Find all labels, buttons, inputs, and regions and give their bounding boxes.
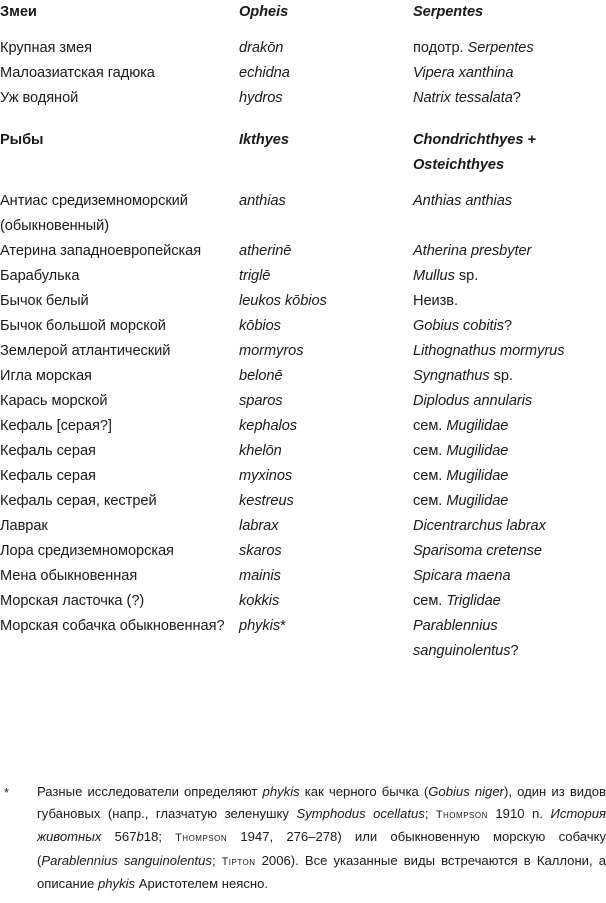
- latin-prefix: сем.: [413, 493, 447, 509]
- latin-suffix: sp.: [489, 368, 513, 384]
- fn-italic-phykis: phykis: [262, 784, 300, 799]
- species-latin: [413, 36, 606, 61]
- species-ru: Карась морской: [0, 393, 108, 409]
- fn-smallcaps-tipton: Tipton: [221, 855, 256, 868]
- species-ru: Бычок большой морской: [0, 318, 166, 334]
- group-header-row: [0, 128, 606, 178]
- latin-prefix: сем.: [413, 418, 447, 434]
- species-greek: kokkis: [239, 593, 280, 609]
- species-latin: [413, 61, 606, 86]
- table-row: [0, 464, 606, 489]
- fn-seg: 2006). Все указанные виды встречаются в Каллони, а описание: [37, 852, 606, 891]
- species-ru: Морская ласточка (?): [0, 593, 145, 609]
- species-ru: Лаврак: [0, 518, 48, 534]
- latin-binomial: Triglidae: [446, 593, 501, 609]
- table-row: [0, 564, 606, 589]
- species-latin: [413, 464, 606, 489]
- latin-prefix: подотр.: [413, 40, 468, 56]
- latin-binomial: Parablennius sanguinolentus: [413, 618, 511, 659]
- table-row: [0, 239, 606, 264]
- latin-binomial: Diplodus annularis: [413, 393, 533, 409]
- species-ru: Лора средиземноморская: [0, 543, 174, 559]
- fn-smallcaps-thompson-2: Thompson: [175, 832, 228, 844]
- species-greek: sparos: [239, 393, 283, 409]
- species-latin: [413, 314, 606, 339]
- latin-binomial: Anthias anthias: [413, 193, 513, 209]
- table-row: [0, 514, 606, 539]
- species-greek: mormyros: [239, 343, 304, 359]
- species-latin: [413, 614, 606, 664]
- species-ru: Кефаль серая: [0, 443, 96, 459]
- latin-binomial: Dicentrarchus labrax: [413, 518, 546, 534]
- species-greek: atherinē: [239, 243, 292, 259]
- fn-seg: 18;: [143, 829, 176, 844]
- species-greek: hydros: [239, 90, 283, 106]
- species-greek: kōbios: [239, 318, 281, 334]
- latin-binomial: Vipera xanthina: [413, 65, 514, 81]
- latin-suffix: ?: [510, 643, 519, 659]
- greek-term: phykis: [239, 618, 281, 634]
- species-greek: khelōn: [239, 443, 282, 459]
- species-ru: Морская собачка обыкновенная?: [0, 618, 225, 634]
- species-greek: echidna: [239, 65, 290, 81]
- fn-seg: 567: [101, 829, 137, 844]
- latin-binomial: Atherina presbyter: [413, 243, 532, 259]
- table-row: [0, 389, 606, 414]
- fn-seg: Аристотелем неясно.: [135, 876, 269, 891]
- table-row: [0, 189, 606, 239]
- table-row: [0, 339, 606, 364]
- group-name-greek: Opheis: [239, 4, 289, 20]
- latin-suffix: sp.: [454, 268, 479, 284]
- fn-seg: 1910 n.: [487, 805, 551, 821]
- species-latin: [413, 86, 606, 111]
- latin-binomial: Gobius cobitis: [413, 318, 504, 334]
- fn-seg: ), один из видов губановых (напр., глазчатую зеленушку: [37, 784, 606, 821]
- species-latin: [413, 564, 606, 589]
- fn-italic-parablennius: Parablennius sanguinolentus: [41, 852, 212, 868]
- species-ru: Мена обыкновенная: [0, 568, 138, 584]
- latin-prefix: сем.: [413, 468, 447, 484]
- fn-smallcaps-thompson: Thompson: [435, 808, 488, 821]
- species-ru: Атерина западноевропейская: [0, 243, 202, 259]
- table-row: [0, 589, 606, 614]
- table-row: [0, 414, 606, 439]
- species-latin: [413, 514, 606, 539]
- table-row: [0, 539, 606, 564]
- fn-seg: ;: [424, 805, 436, 821]
- species-ru: Бычок белый: [0, 293, 89, 309]
- table-row: [0, 614, 606, 664]
- latin-binomial: Mugilidae: [446, 493, 509, 509]
- species-latin: [413, 189, 606, 239]
- species-latin: [413, 539, 606, 564]
- latin-prefix: Неизв.: [413, 293, 459, 309]
- latin-binomial: Mugilidae: [446, 418, 509, 434]
- group-spacer: [0, 111, 606, 128]
- species-latin: [413, 364, 606, 389]
- latin-binomial: Sparisoma cretense: [413, 543, 542, 559]
- species-latin: [413, 239, 606, 264]
- footnote: [0, 781, 606, 895]
- fn-italic-phykis-2: phykis: [97, 876, 136, 891]
- latin-prefix: сем.: [413, 593, 447, 609]
- table-row: [0, 489, 606, 514]
- latin-binomial: Mugilidae: [446, 468, 509, 484]
- species-greek: leukos kōbios: [239, 293, 327, 309]
- latin-binomial: Syngnathus: [413, 368, 490, 384]
- species-latin: [413, 414, 606, 439]
- latin-binomial: Mullus: [413, 268, 455, 284]
- species-ru: Кефаль [серая?]: [0, 418, 112, 434]
- species-latin: [413, 489, 606, 514]
- latin-binomial: Natrix tessalata: [413, 90, 513, 106]
- latin-suffix: ?: [503, 318, 513, 334]
- fn-italic-symphodus: Symphodus ocellatus: [296, 805, 425, 821]
- footnote-marker-ref[interactable]: *: [280, 618, 286, 634]
- species-greek: triglē: [239, 268, 271, 284]
- group-name-greek: Ikthyes: [239, 132, 289, 148]
- group-header-row: [0, 0, 606, 25]
- species-greek: belonē: [239, 368, 283, 384]
- latin-suffix: ?: [512, 90, 521, 106]
- group-name-latin: Serpentes: [413, 4, 484, 20]
- species-latin: [413, 439, 606, 464]
- fn-italic-historia-animalium: История животных: [37, 805, 606, 844]
- group-name-latin: Chondrichthyes + Osteichthyes: [413, 132, 536, 173]
- species-ru: Игла морская: [0, 368, 92, 384]
- latin-prefix: сем.: [413, 443, 447, 459]
- table-row: [0, 86, 606, 111]
- fn-italic-gobius-niger: Gobius niger: [428, 784, 504, 799]
- species-latin: [413, 289, 606, 314]
- species-ru: Землерой атлантический: [0, 343, 171, 359]
- species-latin: [413, 589, 606, 614]
- species-ru: Уж водяной: [0, 90, 79, 106]
- species-ru: Малоазиатская гадюка: [0, 65, 155, 81]
- fn-seg: Разные исследователи определяют: [37, 784, 263, 799]
- species-ru: Барабулька: [0, 268, 80, 284]
- species-greek: mainis: [239, 568, 281, 584]
- species-ru: Кефаль серая: [0, 468, 96, 484]
- latin-binomial: Serpentes: [467, 40, 534, 56]
- table-row: [0, 289, 606, 314]
- table-row: [0, 314, 606, 339]
- table-row: [0, 61, 606, 86]
- row-spacer: [0, 25, 606, 36]
- species-ru: Крупная змея: [0, 40, 92, 56]
- latin-binomial: Lithognathus mormyrus: [413, 343, 565, 359]
- row-spacer: [0, 178, 606, 189]
- species-greek: [239, 614, 413, 664]
- group-name-ru: Рыбы: [0, 132, 44, 148]
- species-greek: kephalos: [239, 418, 298, 434]
- species-ru: Кефаль серая, кестрей: [0, 493, 157, 509]
- table-row: [0, 364, 606, 389]
- species-latin: [413, 339, 606, 364]
- species-greek: kestreus: [239, 493, 294, 509]
- table-row: [0, 264, 606, 289]
- species-greek: myxinos: [239, 468, 293, 484]
- fn-seg: как черного бычка (: [299, 784, 429, 799]
- group-name-ru: Змеи: [0, 4, 37, 20]
- species-latin: [413, 389, 606, 414]
- species-greek: skaros: [239, 543, 282, 559]
- latin-binomial: Mugilidae: [446, 443, 509, 459]
- fn-seg: 1947, 276–278) или обыкновенную морскую собачку (: [37, 829, 606, 868]
- footnote-text: [37, 781, 606, 895]
- fn-seg: ;: [211, 852, 222, 868]
- species-greek: drakōn: [239, 40, 284, 56]
- table-row: [0, 36, 606, 61]
- species-ru: Антиас средиземноморский (обыкновенный): [0, 193, 188, 234]
- species-greek: anthias: [239, 193, 286, 209]
- fn-italic-bekker-b: b: [136, 829, 144, 844]
- latin-binomial: Spicara maena: [413, 568, 511, 584]
- species-greek: labrax: [239, 518, 279, 534]
- species-latin: [413, 264, 606, 289]
- table-row: [0, 439, 606, 464]
- footnote-marker: *: [4, 785, 10, 800]
